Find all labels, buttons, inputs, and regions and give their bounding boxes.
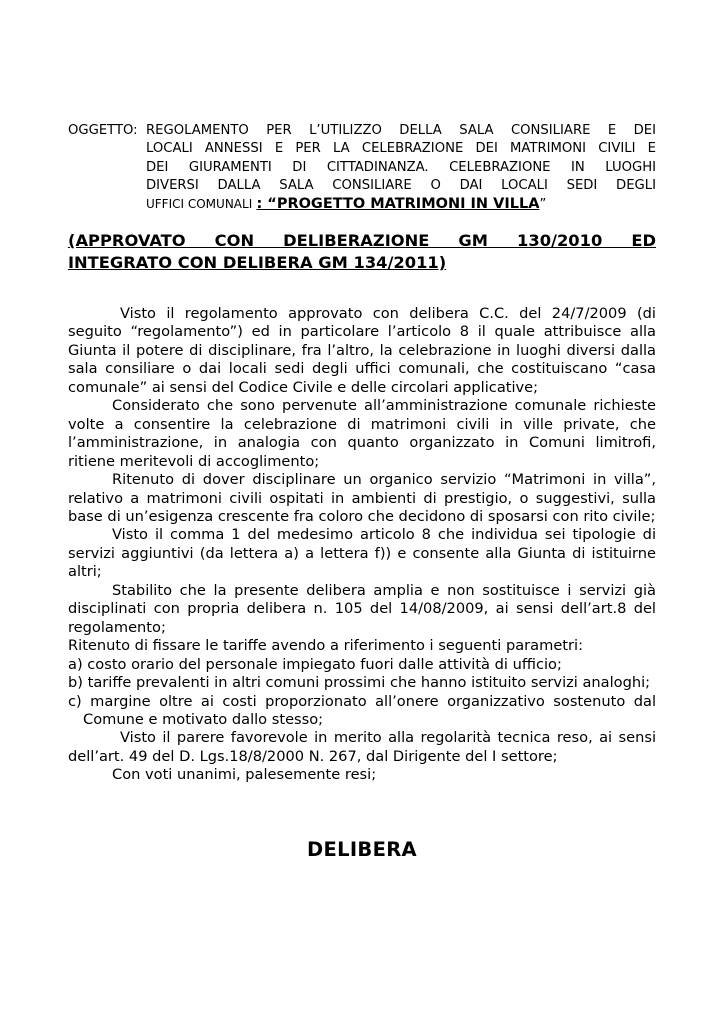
approval-line-1: (APPROVATO CON DELIBERAZIONE GM 130/2010 ED: [68, 231, 656, 250]
document-body: [68, 305, 656, 785]
list-item: c) margine oltre ai costi proporzionato all’onere organizzativo sostenuto dal Comune e motivato dallo stesso;: [68, 692, 656, 728]
paragraph: Visto il comma 1 del medesimo articolo 8 che individua sei tipologie di servizi aggiuntivi (da lettera a) a lettera f)) e consente alla Giunta di istituirne altri;: [68, 526, 656, 581]
subject-last-prefix: UFFICI COMUNALI: [146, 197, 253, 212]
approval-heading: [68, 230, 656, 274]
paragraph: Ritenuto di fissare le tariffe avendo a riferimento i seguenti parametri:: [68, 637, 583, 655]
subject-line: DIVERSI DALLA SALA CONSILIARE O DAI LOCALI SEDI DEGLI: [146, 177, 656, 193]
paragraph: Con voti unanimi, palesemente resi;: [112, 766, 377, 784]
subject-block: [68, 122, 656, 213]
subject-last-line: [146, 195, 656, 213]
paragraph: Ritenuto di dover disciplinare un organico servizio “Matrimoni in villa”, relativo a matrimoni civili ospitati in ambienti di prestigio, o suggestivi, sulla base di un’esigenza crescente fra coloro che decidono di sposarsi con rito civile;: [68, 471, 656, 525]
subject-last-suffix: ”: [539, 197, 547, 213]
subject-line: LOCALI ANNESSI E PER LA CELEBRAZIONE DEI MATRIMONI CIVILI E: [146, 141, 656, 157]
paragraph: Visto il parere favorevole in merito alla regolarità tecnica reso, ai sensi dell’art. 49 del D. Lgs.18/8/2000 N. 267, dal Dirigente del I settore;: [68, 729, 656, 765]
subject-line: DEI GIURAMENTI DI CITTADINANZA. CELEBRAZIONE IN LUOGHI: [146, 159, 656, 175]
list-item: b) tariffe prevalenti in altri comuni prossimi che hanno istituito servizi analoghi;: [68, 674, 651, 692]
subject-label: OGGETTO:: [68, 123, 138, 138]
subject-line: REGOLAMENTO PER L’UTILIZZO DELLA SALA CONSILIARE E DEI: [146, 123, 656, 138]
list-item: a) costo orario del personale impiegato fuori dalle attività di ufficio;: [68, 655, 562, 673]
paragraph: Visto il regolamento approvato con delibera C.C. del 24/7/2009 (di seguito “regolamento”) ed in particolare l’articolo 8 il quale attribuisce alla Giunta il potere di disciplinare, fra l’altro, la celebrazione in luoghi diversi dalla sala consiliare o dai locali sedi degli uffici comunali, che costituiscano “casa comunale” ai sensi del Codice Civile e delle circolari applicative;: [68, 305, 656, 396]
approval-line-2: INTEGRATO CON DELIBERA GM 134/2011): [68, 253, 447, 272]
paragraph: Considerato che sono pervenute all’amministrazione comunale richieste volte a consentire la celebrazione di matrimoni civili in ville private, che l’amministrazione, in analogia con quanto organizzato in Comuni limitrofi, ritiene meritevoli di accoglimento;: [68, 397, 656, 470]
subject-text: [146, 122, 656, 213]
paragraph: Stabilito che la presente delibera amplia e non sostituisce i servizi già disciplinati con propria delibera n. 105 del 14/08/2009, ai sensi dell’art.8 del regolamento;: [68, 581, 656, 636]
decision-heading: DELIBERA: [307, 838, 417, 861]
subject-project-title: : “PROGETTO MATRIMONI IN VILLA: [256, 196, 540, 213]
